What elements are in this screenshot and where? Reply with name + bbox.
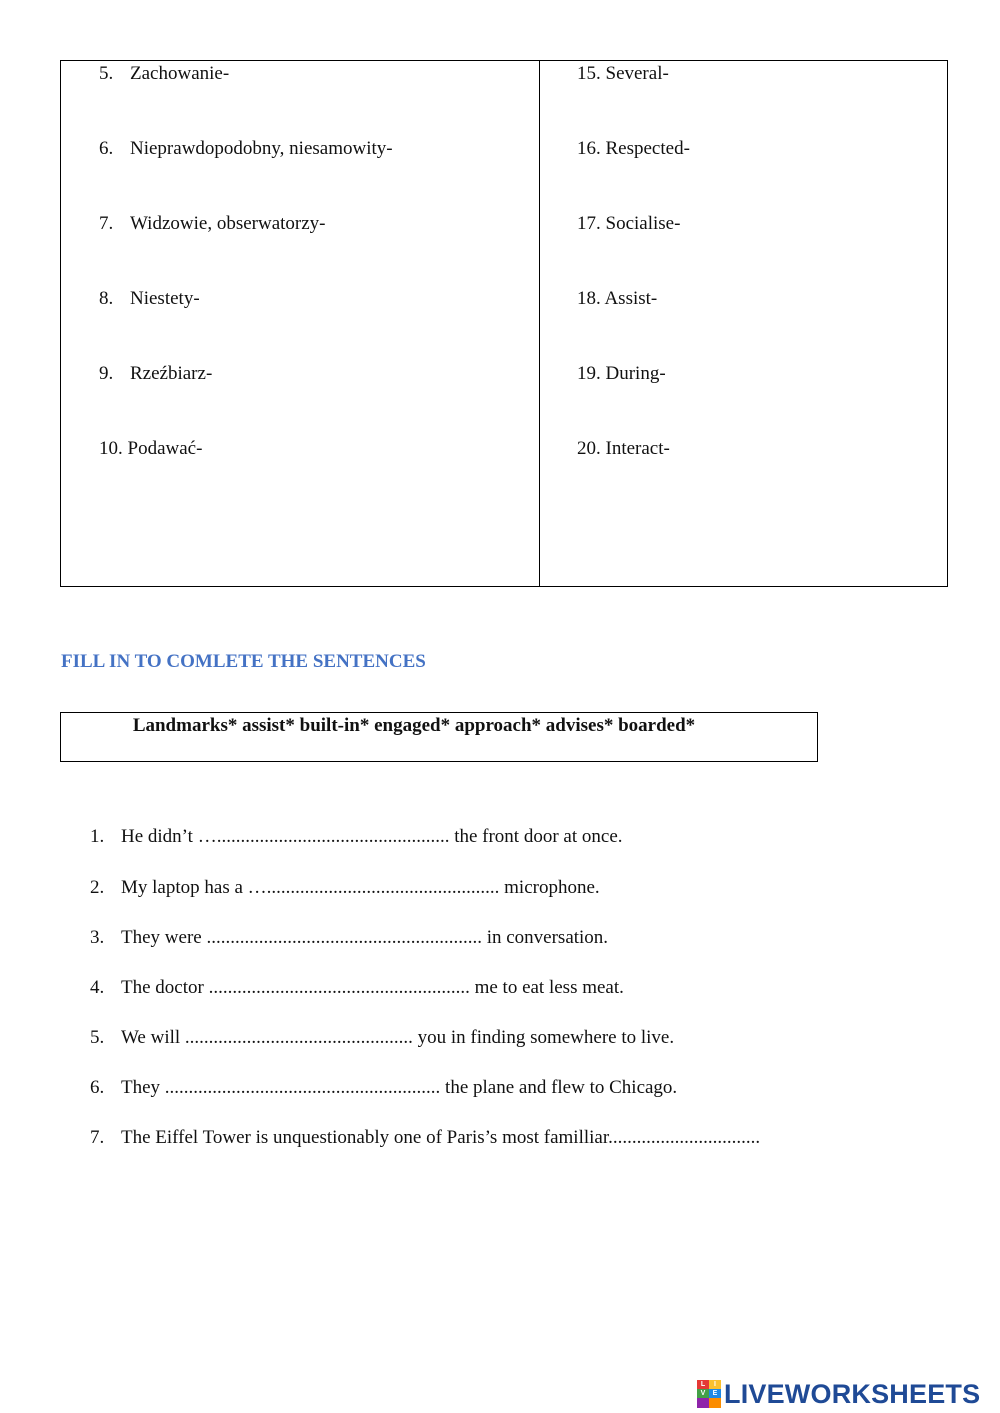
- item-text: Several-: [605, 63, 669, 84]
- sentence-item: [90, 825, 623, 849]
- sentence-number: 3.: [90, 927, 105, 948]
- sentence-text: We will ................................................ you in finding somewhere to live.: [121, 1027, 675, 1048]
- item-number: 6.: [99, 138, 114, 159]
- item-number: 8.: [99, 288, 114, 309]
- logo-mark-cell: V: [697, 1389, 709, 1398]
- sentence-text: The doctor ....................................................... me to eat less meat.: [121, 977, 624, 998]
- item-number: 20.: [577, 438, 601, 459]
- vocab-item: [577, 362, 666, 386]
- item-text: Assist-: [604, 288, 658, 309]
- vocab-item: [99, 362, 212, 386]
- vocab-item: [99, 437, 202, 461]
- item-text: Interact-: [605, 438, 670, 459]
- vocabulary-table: [60, 60, 948, 587]
- sentence-text: The Eiffel Tower is unquestionably one of Paris’s most familliar................................: [121, 1127, 761, 1148]
- vocab-item: [99, 212, 326, 236]
- sentence-item: [90, 1076, 677, 1100]
- sentence-item: [90, 1026, 674, 1050]
- vocab-item: [577, 137, 690, 161]
- vocab-item: [577, 437, 670, 461]
- item-text: Podawać-: [127, 438, 203, 459]
- item-number: 10.: [99, 438, 123, 459]
- sentence-number: 6.: [90, 1077, 105, 1098]
- item-number: 18.: [577, 288, 601, 309]
- vocab-item: [577, 212, 680, 236]
- vocab-item: [577, 287, 657, 311]
- item-number: 17.: [577, 213, 601, 234]
- item-number: 15.: [577, 63, 601, 84]
- logo-mark-cell: I: [709, 1380, 721, 1389]
- liveworksheets-logo[interactable]: [697, 1378, 980, 1410]
- logo-text: LIVEWORKSHEETS: [724, 1378, 981, 1409]
- vocab-item: [99, 62, 229, 86]
- sentence-item: [90, 876, 600, 900]
- word-bank-box: [60, 712, 818, 762]
- item-number: 5.: [99, 63, 114, 84]
- vocab-item: [99, 137, 393, 161]
- vocab-item: [99, 287, 200, 311]
- item-text: Respected-: [605, 138, 690, 159]
- item-number: 19.: [577, 363, 601, 384]
- item-text: During-: [605, 363, 666, 384]
- item-text: Widzowie, obserwatorzy-: [130, 213, 326, 234]
- item-number: 16.: [577, 138, 601, 159]
- sentence-number: 2.: [90, 877, 105, 898]
- item-number: 9.: [99, 363, 114, 384]
- sentence-item: [90, 976, 624, 1000]
- word-bank-text: Landmarks* assist* built-in* engaged* approach* advises* boarded*: [132, 715, 696, 736]
- sentence-number: 1.: [90, 826, 105, 847]
- column-divider: [539, 61, 540, 586]
- item-text: Nieprawdopodobny, niesamowity-: [130, 138, 393, 159]
- item-text: Zachowanie-: [130, 63, 230, 84]
- section-heading: FILL IN TO COMLETE THE SENTENCES: [61, 651, 426, 672]
- sentence-text: They were .......................................................... in conversation.: [121, 927, 609, 948]
- sentence-text: My laptop has a …................................................. microphone.: [121, 877, 600, 898]
- vocab-item: [577, 62, 669, 86]
- sentence-text: He didn’t …................................................. the front door at once.: [121, 826, 623, 847]
- logo-mark-cell: [697, 1398, 709, 1408]
- item-number: 7.: [99, 213, 114, 234]
- logo-mark-icon: [697, 1380, 721, 1408]
- sentence-item: [90, 1126, 760, 1150]
- logo-mark-cell: [709, 1398, 721, 1408]
- sentence-number: 7.: [90, 1127, 105, 1148]
- sentence-text: They .......................................................... the plane and flew to Chicago.: [121, 1077, 678, 1098]
- sentence-number: 5.: [90, 1027, 105, 1048]
- sentence-item: [90, 926, 608, 950]
- logo-mark-cell: L: [697, 1380, 709, 1389]
- item-text: Socialise-: [605, 213, 681, 234]
- logo-mark-cell: E: [709, 1389, 721, 1398]
- item-text: Niestety-: [130, 288, 200, 309]
- item-text: Rzeźbiarz-: [130, 363, 213, 384]
- sentence-number: 4.: [90, 977, 105, 998]
